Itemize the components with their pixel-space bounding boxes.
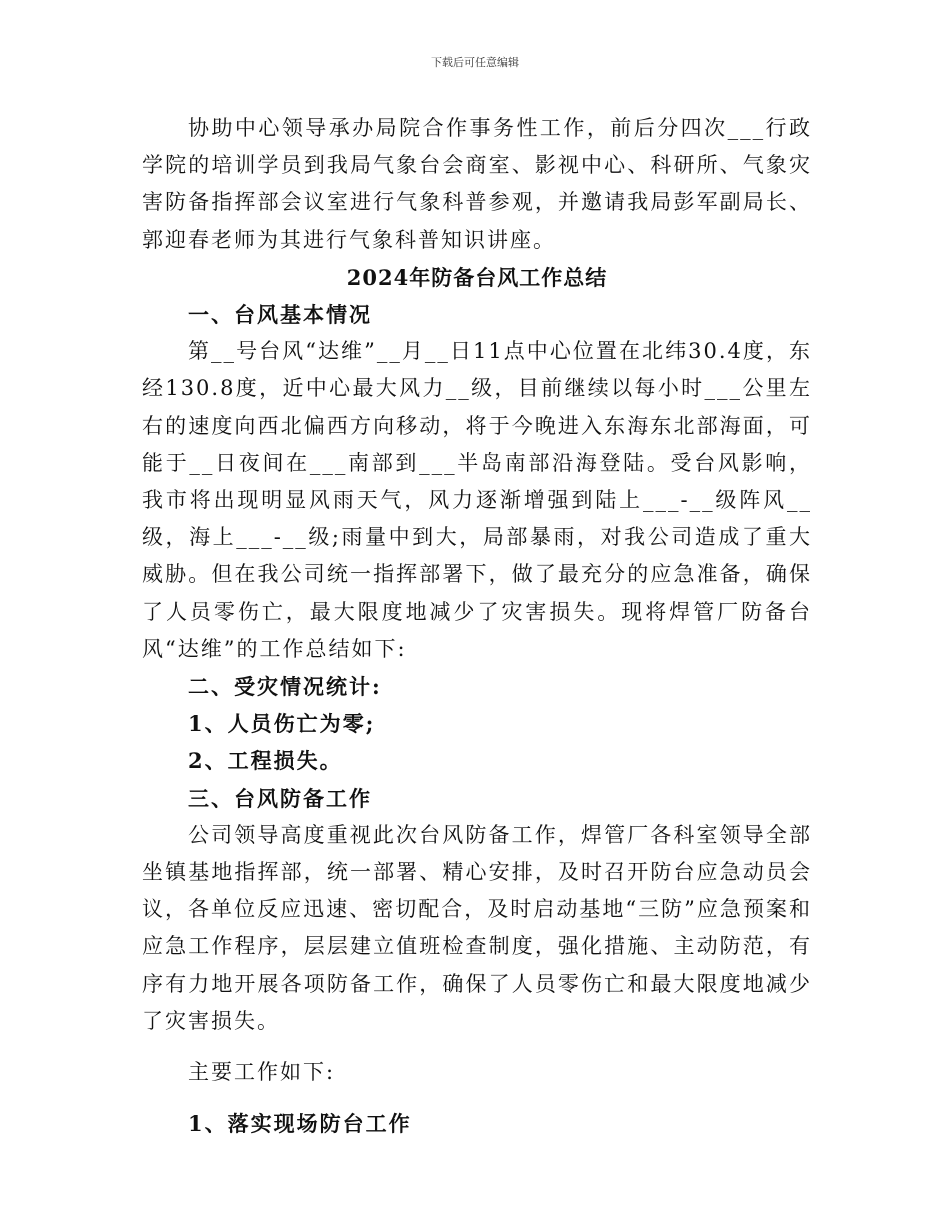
- section-heading-basic-situation: 一、台风基本情况: [188, 302, 372, 328]
- intro-paragraph: 协助中心领导承办局院合作事务性工作，前后分四次___行政学院的培训学员到我局气象台会商室、影视中心、科研所、气象灾害防备指挥部会议室进行气象科普参观，并邀请我局彭军副局长、郭迎春老师为其进行气象科普知识讲座。: [142, 116, 812, 252]
- prevention-work-paragraph: 公司领导高度重视此次台风防备工作，焊管厂各科室领导全部坐镇基地指挥部，统一部署、精心安排，及时召开防台应急动员会议，各单位反应迅速、密切配合，及时启动基地“三防”应急预案和应急工作程序，层层建立值班检查制度，强化措施、主动防范，有序有力地开展各项防备工作，确保了人员零伤亡和最大限度地减少了灾害损失。: [142, 822, 812, 1033]
- typhoon-situation-paragraph: 第__号台风“达维”__月__日11点中心位置在北纬30.4度，东经130.8度，近中心最大风力__级，目前继续以每小时___公里左右的速度向西北偏西方向移动，将于今晚进入东海东北部海面，可能于__日夜间在___南部到___半岛南部沿海登陆。受台风影响，我市将出现明显风雨天气，风力逐渐增强到陆上___-__级阵风__级，海上___-__级;雨量中到大，局部暴雨，对我公司造成了重大威胁。但在我公司统一指挥部署下，做了最充分的应急准备，确保了人员零伤亡，最大限度地减少了灾害损失。现将焊管厂防备台风“达维”的工作总结如下:: [142, 339, 812, 661]
- download-note: 下载后可任意编辑: [431, 56, 519, 69]
- damage-item-engineering-loss: 2、工程损失。: [188, 748, 343, 774]
- damage-item-casualties: 1、人员伤亡为零;: [188, 711, 376, 737]
- section-heading-prevention-work: 三、台风防备工作: [188, 785, 372, 811]
- section-heading-damage-stats: 二、受灾情况统计:: [188, 674, 382, 700]
- document-body: [142, 110, 812, 1142]
- document-title: 2024年防备台风工作总结: [346, 264, 608, 290]
- main-work-intro: 主要工作如下:: [188, 1060, 336, 1085]
- subsection-heading-onsite-work: 1、落实现场防台工作: [188, 1111, 412, 1137]
